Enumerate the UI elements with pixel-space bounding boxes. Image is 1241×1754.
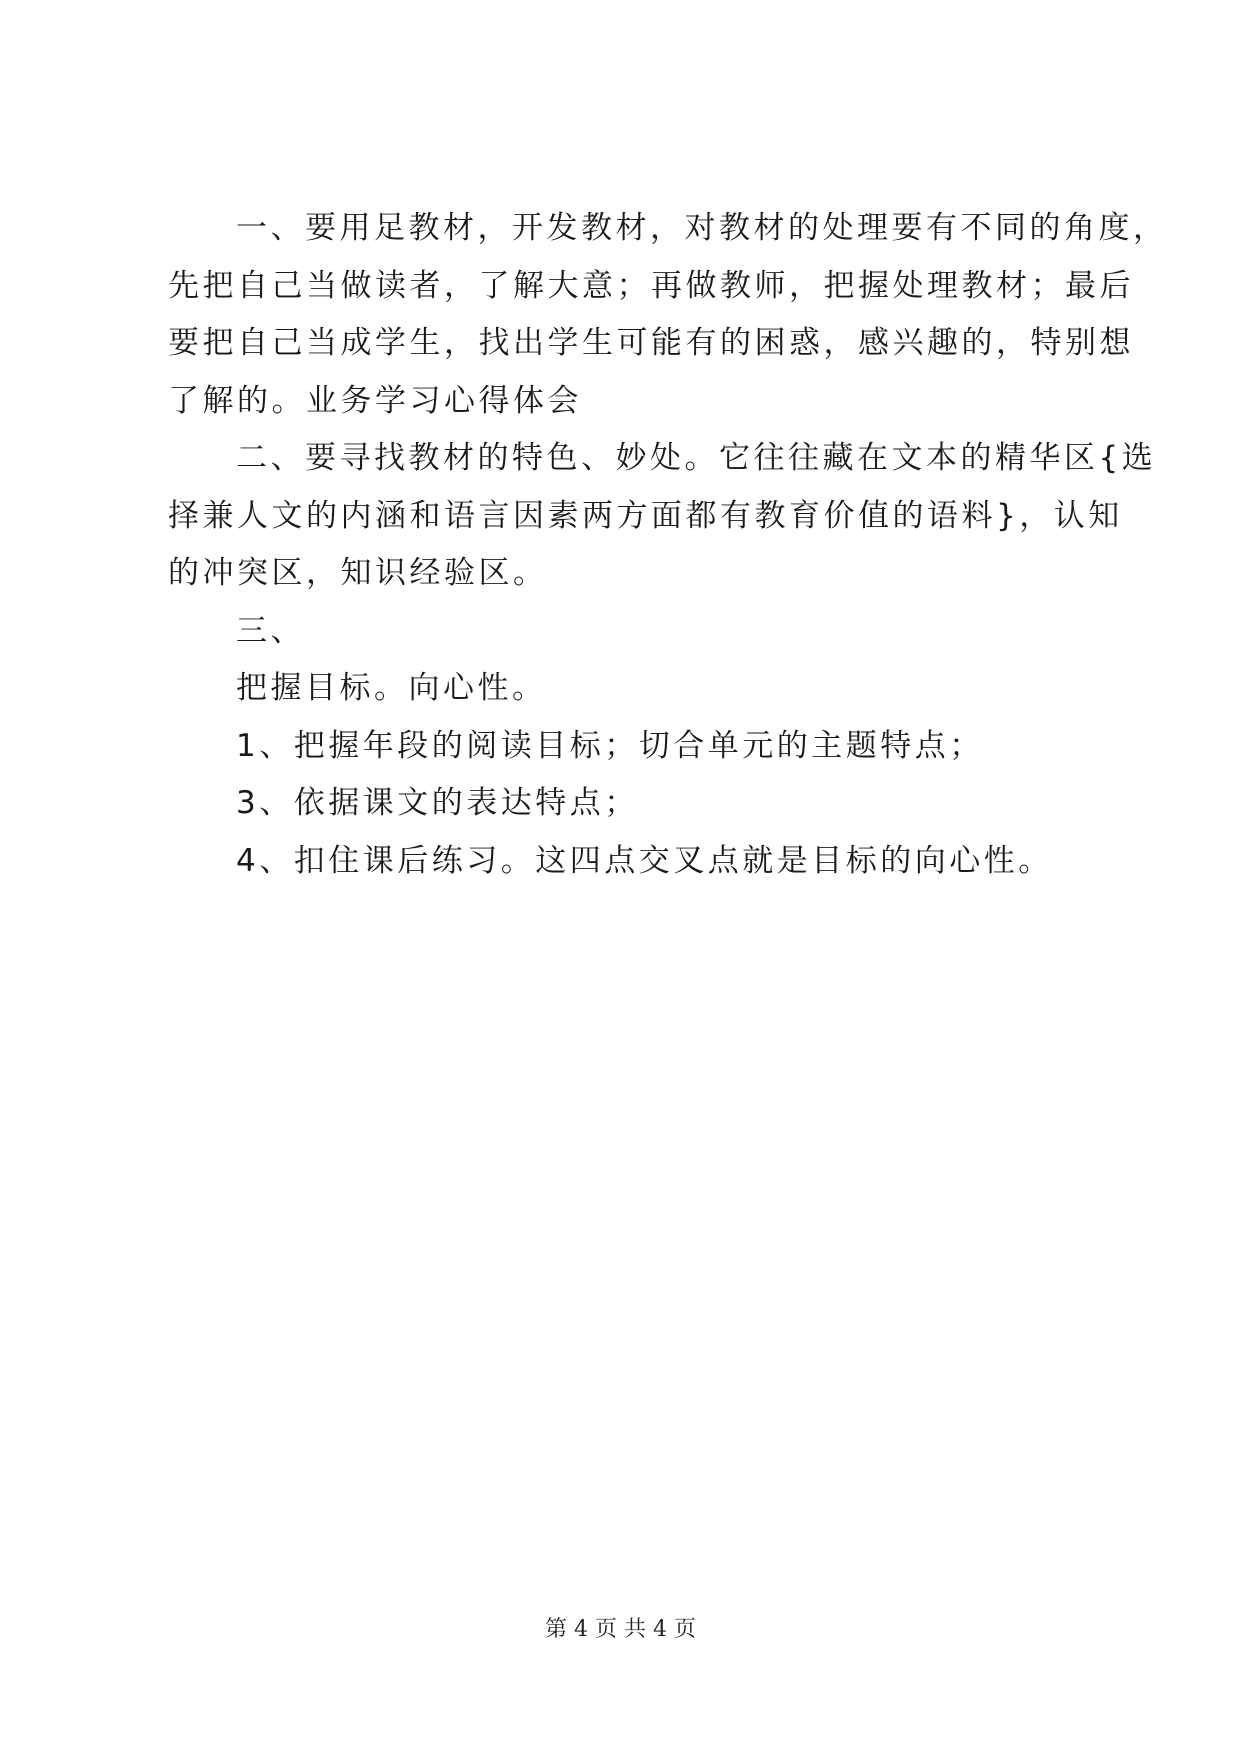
paragraph-line: 把握目标。向心性。	[236, 670, 547, 706]
paragraph-line: 择兼人文的内涵和语言因素两方面都有教育价值的语料}，认知	[168, 497, 1123, 534]
page-footer: 第 4 页 共 4 页	[545, 1617, 696, 1642]
document-body	[168, 200, 1168, 890]
paragraph-line: 先把自己当做读者，了解大意；再做教师，把握处理教材；最后	[168, 267, 1134, 304]
paragraph-line: 三、	[236, 612, 305, 649]
paragraph-2	[168, 430, 1157, 603]
paragraph-line: 3、依据课文的表达特点；	[236, 785, 639, 821]
paragraph-line: 的冲突区，知识经验区。	[168, 555, 548, 591]
paragraph-6	[168, 775, 1088, 833]
paragraph-line: 一、要用足教材，开发教材，对教材的处理要有不同的角度，	[236, 210, 1168, 246]
paragraph-line: 4、扣住课后练习。这四点交叉点就是目标的向心性。	[236, 842, 1053, 879]
paragraph-line: 二、要寻找教材的特色、妙处。它往往藏在文本的精华区{选	[236, 440, 1157, 476]
paragraph-line: 1、把握年段的阅读目标；切合单元的主题特点；	[236, 727, 984, 764]
paragraph-line: 要把自己当成学生，找出学生可能有的困惑，感兴趣的，特别想	[168, 325, 1134, 361]
paragraph-1	[168, 200, 1168, 430]
paragraph-line: 了解的。业务学习心得体会	[168, 382, 582, 419]
paragraph-4	[168, 660, 1088, 718]
paragraph-7	[168, 833, 1088, 891]
paragraph-3	[168, 603, 1088, 661]
paragraph-5	[168, 718, 1088, 776]
